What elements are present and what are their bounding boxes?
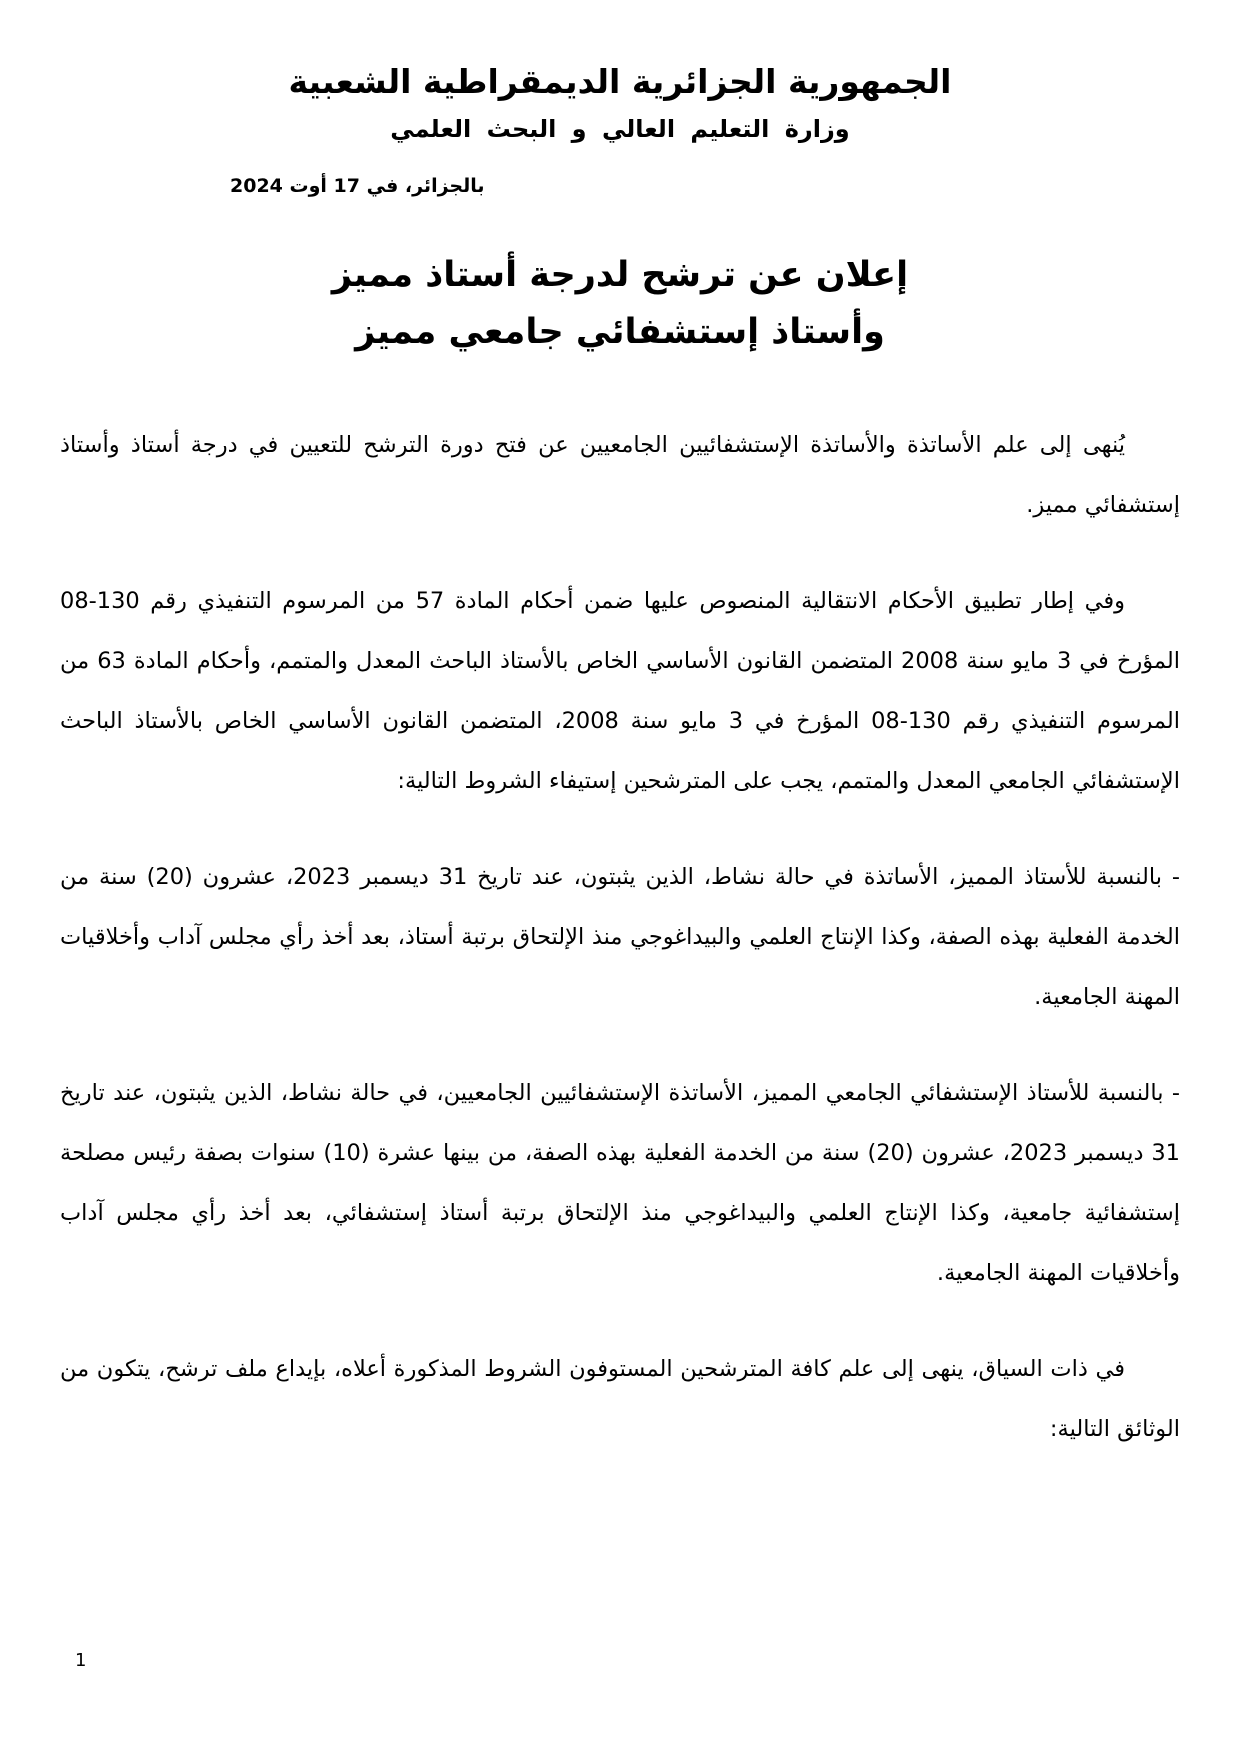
paragraph-file-submission: في ذات السياق، ينهى إلى علم كافة المترشحين المستوفون الشروط المذكورة أعلاه، بإيداع ملف ترشح، يتكون من الوثائق التالية: <box>60 1356 1180 1442</box>
paragraph-condition-distinguished-professor: - بالنسبة للأستاذ المميز، الأساتذة في حالة نشاط، الذين يثبتون، عند تاريخ 31 ديسمبر 2023، عشرون (20) سنة من الخدمة الفعلية بهذه الصفة، وكذا الإنتاج العلمي والبيداغوجي منذ الإلتحاق برتبة أستاذ، بعد أخذ رأي مجلس آداب وأخلاقيات المهنة الجامعية. <box>60 864 1181 1010</box>
title-line-1: إعلان عن ترشح لدرجة أستاذ مميز <box>331 255 909 295</box>
paragraph-intro: يُنهى إلى علم الأساتذة والأساتذة الإستشفائيين الجامعيين عن فتح دورة الترشح للتعيين في درجة أستاذ وأستاذ إستشفائي مميز. <box>60 432 1180 518</box>
title-line-2: وأستاذ إستشفائي جامعي مميز <box>355 312 885 352</box>
place-date: بالجزائر، في 17 أوت 2024 <box>230 175 485 197</box>
announcement-title <box>60 247 1180 361</box>
page-number: 1 <box>75 1650 87 1671</box>
republic-title: الجمهورية الجزائرية الديمقراطية الشعبية <box>288 62 952 101</box>
ministry-title: وزارة التعليم العالي و البحث العلمي <box>390 115 850 143</box>
body-content <box>60 415 1180 1459</box>
paragraph-condition-hospital-university-professor: - بالنسبة للأستاذ الإستشفائي الجامعي المميز، الأساتذة الإستشفائيين الجامعيين، في حالة نشاط، الذين يثبتون، عند تاريخ 31 ديسمبر 2023، عشرون (20) سنة من الخدمة الفعلية بهذه الصفة، من بينها عشرة (10) سنوات بصفة رئيس مصلحة إستشفائية جامعية، وكذا الإنتاج العلمي والبيداغوجي منذ الإلتحاق برتبة أستاذ إستشفائي، بعد أخذ رأي مجلس آداب وأخلاقيات المهنة الجامعية. <box>60 1080 1180 1286</box>
paragraph-legal-framework: وفي إطار تطبيق الأحكام الانتقالية المنصوص عليها ضمن أحكام المادة 57 من المرسوم التنفيذي رقم 130-08 المؤرخ في 3 مايو سنة 2008 المتضمن القانون الأساسي الخاص بالأستاذ الباحث المعدل والمتمم، وأحكام المادة 63 من المرسوم التنفيذي رقم 130-08 المؤرخ في 3 مايو سنة 2008، المتضمن القانون الأساسي الخاص بالأستاذ الباحث الإستشفائي الجامعي المعدل والمتمم، يجب على المترشحين إستيفاء الشروط التالية: <box>60 588 1180 794</box>
document-header <box>60 0 1180 197</box>
